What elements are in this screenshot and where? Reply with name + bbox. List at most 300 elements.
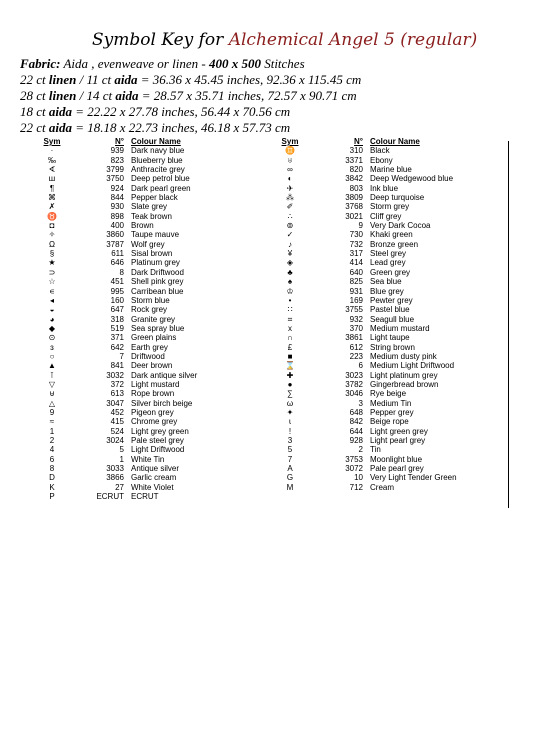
number-cell: 995 <box>110 286 124 296</box>
table-row <box>35 193 266 202</box>
symbol-cell: £ <box>287 342 293 352</box>
symbol-cell: ⁂ <box>286 193 294 203</box>
table-row <box>270 156 508 165</box>
table-row <box>270 146 508 155</box>
table-row <box>270 333 508 342</box>
colour-name-cell: Silver birch beige <box>131 398 193 408</box>
symbol-cell: § <box>49 249 55 259</box>
table-row <box>270 249 508 258</box>
colour-name-cell: Pastel blue <box>370 305 410 315</box>
header-num: N° <box>115 137 124 146</box>
colour-name-cell: Gingerbread brown <box>370 379 439 389</box>
number-cell: 1 <box>119 454 124 464</box>
colour-name-cell: Light pearl grey <box>370 436 426 445</box>
symbol-cell: 5 <box>287 445 293 455</box>
table-row <box>270 380 508 389</box>
number-cell: 844 <box>110 193 124 203</box>
table-row <box>270 436 508 445</box>
colour-name-cell: Light platinum grey <box>370 370 438 380</box>
colour-name-cell: Blue grey <box>370 286 404 296</box>
symbol-cell: M <box>286 482 294 492</box>
number-cell: 3024 <box>106 436 124 445</box>
colour-name-cell: Deer brown <box>131 361 173 371</box>
table-row <box>35 165 266 174</box>
number-cell: 372 <box>110 379 124 389</box>
number-cell: 640 <box>349 267 363 277</box>
symbol-cell: D <box>49 473 55 483</box>
number-cell: 841 <box>110 361 124 371</box>
size-fabric2: aida <box>115 88 139 103</box>
number-cell: 803 <box>349 183 363 193</box>
table-row <box>270 240 508 249</box>
table-row <box>270 408 508 417</box>
table-row <box>270 315 508 324</box>
number-cell: 647 <box>110 305 124 315</box>
symbol-cell: ● <box>287 379 293 389</box>
number-cell: 318 <box>110 314 124 324</box>
colour-name-cell: Ink blue <box>370 183 399 193</box>
symbol-cell: ¥ <box>287 249 293 259</box>
number-cell: 3768 <box>345 202 363 212</box>
table-row <box>270 287 508 296</box>
table-row <box>35 427 266 436</box>
number-cell: 3809 <box>345 193 363 203</box>
colour-name-cell: ECRUT <box>131 492 159 502</box>
symbol-cell: • <box>288 295 292 305</box>
symbol-cell: ◘ <box>49 221 55 231</box>
symbol-cell: ◒ <box>49 305 55 315</box>
symbol-cell: ш <box>48 174 56 184</box>
table-row <box>35 184 266 193</box>
symbol-cell: ♅ <box>287 155 293 165</box>
fabric-line <box>20 56 305 72</box>
size-count: 28 ct <box>20 88 49 103</box>
size-dims: = 22.22 x 27.78 inches, 56.44 x 70.56 cm <box>72 104 291 119</box>
number-cell: 3753 <box>345 454 363 464</box>
colour-name-cell: Rye beige <box>370 389 407 399</box>
table-row <box>270 399 508 408</box>
colour-name-cell: Anthracite grey <box>131 165 185 175</box>
size-fabric2: aida <box>114 72 138 87</box>
symbol-cell: K <box>49 482 55 492</box>
colour-name-cell: Pigeon grey <box>131 407 174 417</box>
number-cell: 612 <box>349 342 363 352</box>
size-fabric2: aida <box>48 104 73 119</box>
number-cell: 3750 <box>106 174 124 184</box>
size-dims: = 28.57 x 35.71 inches, 72.57 x 90.71 cm <box>138 88 357 103</box>
size-count: 18 ct <box>20 104 49 119</box>
table-body-right <box>270 146 508 492</box>
table-row <box>270 258 508 267</box>
table-row <box>35 464 266 473</box>
table-row <box>35 389 266 398</box>
table-header-row <box>270 137 508 146</box>
number-cell: 524 <box>110 426 124 436</box>
header-colour-name: Colour Name <box>370 137 420 146</box>
table-header-row <box>35 137 266 146</box>
number-cell: 642 <box>110 342 124 352</box>
table-row <box>270 371 508 380</box>
colour-name-cell: Dark Driftwood <box>131 267 184 277</box>
table-row <box>35 315 266 324</box>
symbol-cell: ◕ <box>49 314 55 324</box>
colour-name-cell: Earth grey <box>131 342 168 352</box>
colour-name-cell: Deep Wedgewood blue <box>370 174 454 184</box>
size-line <box>20 120 290 136</box>
column-divider <box>508 141 509 508</box>
symbol-cell: ▲ <box>48 361 56 371</box>
symbol-cell: ∑ <box>287 389 293 399</box>
number-cell: 317 <box>349 249 363 259</box>
colour-name-cell: Light green grey <box>370 426 428 436</box>
colour-name-cell: Chrome grey <box>131 417 178 427</box>
symbol-table-left <box>35 137 266 501</box>
size-fabric: linen <box>48 72 77 87</box>
colour-name-cell: Pepper grey <box>370 407 414 417</box>
number-cell: 730 <box>349 230 363 240</box>
table-row <box>270 268 508 277</box>
number-cell: 3072 <box>345 464 363 474</box>
colour-name-cell: Medium Tin <box>370 398 412 408</box>
size-mid: / 11 ct <box>76 72 115 87</box>
size-count: 22 ct <box>20 120 49 135</box>
table-row <box>35 333 266 342</box>
symbol-cell: ∩ <box>287 333 293 343</box>
table-row <box>35 268 266 277</box>
symbol-cell: ɜ <box>50 342 54 352</box>
colour-name-cell: White Tin <box>131 454 165 464</box>
symbol-cell: G <box>286 473 294 483</box>
symbol-cell: ☆ <box>48 277 56 287</box>
colour-name-cell: Sisal brown <box>131 249 173 259</box>
symbol-cell: ◈ <box>286 258 294 268</box>
number-cell: 310 <box>349 146 363 156</box>
number-cell: 451 <box>110 277 124 287</box>
number-cell: 3047 <box>106 398 124 408</box>
number-cell: 931 <box>349 286 363 296</box>
number-cell: 823 <box>110 155 124 165</box>
number-cell: 3021 <box>345 211 363 221</box>
table-row <box>35 436 266 445</box>
symbol-cell: ♊ <box>285 146 295 156</box>
colour-name-cell: Green plains <box>131 333 177 343</box>
symbol-cell: ‰ <box>48 155 56 165</box>
number-cell: 3860 <box>106 230 124 240</box>
number-cell: 3371 <box>345 155 363 165</box>
table-row <box>35 324 266 333</box>
symbol-cell: 7 <box>287 454 293 464</box>
symbol-cell: ⊺ <box>49 370 55 380</box>
number-cell: 3842 <box>345 174 363 184</box>
number-cell: 400 <box>110 221 124 231</box>
number-cell: ECRUT <box>96 492 124 502</box>
number-cell: 3866 <box>106 473 124 483</box>
symbol-cell: ⊎ <box>49 389 55 399</box>
colour-name-cell: Granite grey <box>131 314 176 324</box>
table-row <box>35 258 266 267</box>
colour-name-cell: Seagull blue <box>370 314 415 324</box>
size-fabric: linen <box>48 88 77 103</box>
colour-name-cell: Khaki green <box>370 230 413 240</box>
colour-name-cell: Beige rope <box>370 417 409 427</box>
number-cell: 3023 <box>345 370 363 380</box>
colour-name-cell: Brown <box>131 221 154 231</box>
number-cell: 9 <box>358 221 363 231</box>
table-row <box>35 361 266 370</box>
symbol-cell: 2 <box>49 436 55 445</box>
number-cell: 7 <box>119 351 124 361</box>
colour-name-cell: Taupe mauve <box>131 230 180 240</box>
colour-name-cell: Very Dark Cocoa <box>370 221 431 231</box>
number-cell: 732 <box>349 239 363 249</box>
colour-name-cell: Slate grey <box>131 202 168 212</box>
table-body-left <box>35 146 266 501</box>
symbol-cell: ⌘ <box>48 193 56 203</box>
colour-name-cell: Deep petrol blue <box>131 174 190 184</box>
colour-name-cell: Sea blue <box>370 277 402 287</box>
symbol-cell: x <box>288 323 292 333</box>
colour-name-cell: Pale steel grey <box>131 436 184 445</box>
table-row <box>35 473 266 482</box>
symbol-cell: 6 <box>49 454 55 464</box>
symbol-cell: ♔ <box>286 286 294 296</box>
stitch-count: 400 x 500 <box>208 56 261 71</box>
table-row <box>270 305 508 314</box>
number-cell: 928 <box>349 436 363 445</box>
size-line <box>20 72 361 88</box>
symbol-cell: ¶ <box>49 183 55 193</box>
table-row <box>270 212 508 221</box>
table-row <box>35 146 266 155</box>
table-row <box>270 483 508 492</box>
table-row <box>35 408 266 417</box>
symbol-cell: ∊ <box>49 286 55 296</box>
colour-name-cell: Medium dusty pink <box>370 351 437 361</box>
colour-name-cell: Rope brown <box>131 389 175 399</box>
symbol-cell: Ω <box>49 239 55 249</box>
table-row <box>270 352 508 361</box>
symbol-cell: ■ <box>287 351 293 361</box>
table-row <box>35 202 266 211</box>
symbol-cell: 9 <box>49 407 55 417</box>
symbol-cell: ▽ <box>48 379 56 389</box>
symbol-cell: ♉ <box>47 211 57 221</box>
number-cell: 3755 <box>345 305 363 315</box>
table-row <box>270 202 508 211</box>
number-cell: 160 <box>110 295 124 305</box>
symbol-cell: 8 <box>49 464 55 474</box>
table-row <box>35 212 266 221</box>
table-row <box>270 296 508 305</box>
number-cell: 169 <box>349 295 363 305</box>
symbol-cell: ✈ <box>286 183 294 193</box>
colour-name-cell: Cream <box>370 482 395 492</box>
colour-name-cell: Sea spray blue <box>131 323 185 333</box>
symbol-cell: ♪ <box>288 239 292 249</box>
size-dims: = 36.36 x 45.45 inches, 92.36 x 115.45 cm <box>137 72 362 87</box>
colour-name-cell: White Violet <box>131 482 174 492</box>
table-row <box>270 165 508 174</box>
number-cell: 27 <box>115 482 124 492</box>
symbol-cell: ∢ <box>48 165 56 175</box>
colour-name-cell: Light grey green <box>131 426 189 436</box>
colour-name-cell: Rock grey <box>131 305 168 315</box>
table-row <box>35 417 266 426</box>
table-row <box>35 156 266 165</box>
number-cell: 712 <box>349 482 363 492</box>
number-cell: 644 <box>349 426 363 436</box>
symbol-cell: ∞ <box>287 165 293 175</box>
symbol-cell: ✚ <box>286 370 294 380</box>
symbol-table-right <box>270 137 508 492</box>
table-row <box>35 380 266 389</box>
symbol-cell: 4 <box>49 445 55 455</box>
colour-name-cell: Green grey <box>370 267 411 277</box>
number-cell: 825 <box>349 277 363 287</box>
colour-name-cell: Dark navy blue <box>131 146 185 156</box>
size-count: 22 ct <box>20 72 49 87</box>
number-cell: 5 <box>119 445 124 455</box>
number-cell: 414 <box>349 258 363 268</box>
number-cell: 932 <box>349 314 363 324</box>
number-cell: 415 <box>110 417 124 427</box>
symbol-cell: ɩ <box>289 417 291 427</box>
table-row <box>270 343 508 352</box>
table-row <box>35 483 266 492</box>
number-cell: 3 <box>358 398 363 408</box>
number-cell: 939 <box>110 146 124 156</box>
fabric-text: Aida , evenweave or linen - <box>60 56 209 71</box>
size-fabric2: aida <box>48 120 73 135</box>
colour-name-cell: Black <box>370 146 390 156</box>
colour-name-cell: Deep turquoise <box>370 193 425 203</box>
colour-name-cell: Moonlight blue <box>370 454 423 464</box>
number-cell: 223 <box>349 351 363 361</box>
colour-name-cell: Light taupe <box>370 333 410 343</box>
symbol-cell: ✐ <box>286 202 294 212</box>
symbol-cell: ◆ <box>48 323 56 333</box>
symbol-cell: ! <box>288 426 292 436</box>
number-cell: 6 <box>358 361 363 371</box>
symbol-cell: ✦ <box>286 407 294 417</box>
symbol-cell: ∷ <box>287 305 293 315</box>
table-row <box>35 174 266 183</box>
table-row <box>35 455 266 464</box>
number-cell: 519 <box>110 323 124 333</box>
symbol-cell: ✓ <box>286 230 294 240</box>
colour-name-cell: Cliff grey <box>370 211 402 221</box>
number-cell: 452 <box>110 407 124 417</box>
symbol-cell: 3 <box>287 436 293 445</box>
symbol-cell: P <box>49 492 55 502</box>
table-row <box>270 324 508 333</box>
colour-name-cell: Bronze green <box>370 239 419 249</box>
table-row <box>35 371 266 380</box>
symbol-cell: ⊃ <box>48 267 56 277</box>
table-row <box>35 492 266 501</box>
colour-name-cell: Blueberry blue <box>131 155 183 165</box>
number-cell: 648 <box>349 407 363 417</box>
number-cell: 3787 <box>106 239 124 249</box>
number-cell: 370 <box>349 323 363 333</box>
table-row <box>270 193 508 202</box>
colour-name-cell: Tin <box>370 445 381 455</box>
table-row <box>270 361 508 370</box>
colour-name-cell: Garlic cream <box>131 473 177 483</box>
table-row <box>35 240 266 249</box>
symbol-cell: ∴ <box>287 211 293 221</box>
colour-name-cell: Marine blue <box>370 165 412 175</box>
symbol-cell: ◂ <box>49 295 54 305</box>
colour-name-cell: Lead grey <box>370 258 406 268</box>
table-row <box>35 305 266 314</box>
size-dims: = 18.18 x 22.73 inches, 46.18 x 57.73 cm <box>72 120 291 135</box>
symbol-cell: ♠ <box>287 277 293 287</box>
table-row <box>270 455 508 464</box>
colour-name-cell: Storm blue <box>131 295 170 305</box>
symbol-cell: A <box>287 464 293 474</box>
header-sym: Sym <box>281 137 299 146</box>
number-cell: 930 <box>110 202 124 212</box>
header-colour-name: Colour Name <box>131 137 181 146</box>
symbol-cell: ⌗ <box>287 314 293 324</box>
colour-name-cell: Driftwood <box>131 351 165 361</box>
colour-name-cell: Antique silver <box>131 464 180 474</box>
table-row <box>35 277 266 286</box>
table-row <box>35 296 266 305</box>
symbol-cell: ⊚ <box>286 221 294 231</box>
number-cell: 842 <box>349 417 363 427</box>
pattern-name: Alchemical Angel 5 (regular) <box>228 30 478 50</box>
number-cell: 3032 <box>106 370 124 380</box>
number-cell: 646 <box>110 258 124 268</box>
number-cell: 8 <box>119 267 124 277</box>
page-title <box>92 30 477 50</box>
colour-name-cell: String brown <box>370 342 415 352</box>
title-prefix: Symbol Key for <box>92 30 224 50</box>
fabric-label: Fabric: <box>20 56 61 71</box>
table-row <box>270 464 508 473</box>
symbol-cell: ⊙ <box>48 333 56 343</box>
colour-name-cell: Medium mustard <box>370 323 430 333</box>
colour-name-cell: Shell pink grey <box>131 277 184 287</box>
symbol-cell: ✗ <box>48 202 56 212</box>
number-cell: 371 <box>110 333 124 343</box>
symbol-cell: △ <box>48 398 56 408</box>
colour-name-cell: Platinum grey <box>131 258 180 268</box>
colour-name-cell: Ebony <box>370 155 393 165</box>
number-cell: 3046 <box>345 389 363 399</box>
colour-name-cell: Very Light Tender Green <box>370 473 457 483</box>
colour-name-cell: Storm grey <box>370 202 410 212</box>
symbol-cell: 1 <box>49 426 55 436</box>
symbol-cell: · <box>50 146 54 156</box>
colour-name-cell: Carribean blue <box>131 286 184 296</box>
table-row <box>35 399 266 408</box>
colour-name-cell: Dark antique silver <box>131 370 198 380</box>
header-num: N° <box>354 137 363 146</box>
header-sym: Sym <box>43 137 61 146</box>
symbol-cell: ⌛ <box>285 361 295 371</box>
table-row <box>270 445 508 454</box>
symbol-cell: ★ <box>48 258 56 268</box>
number-cell: 10 <box>354 473 363 483</box>
colour-name-cell: Light mustard <box>131 379 180 389</box>
table-row <box>35 343 266 352</box>
colour-name-cell: Teak brown <box>131 211 172 221</box>
number-cell: 820 <box>349 165 363 175</box>
symbol-cell: ω <box>286 398 294 408</box>
